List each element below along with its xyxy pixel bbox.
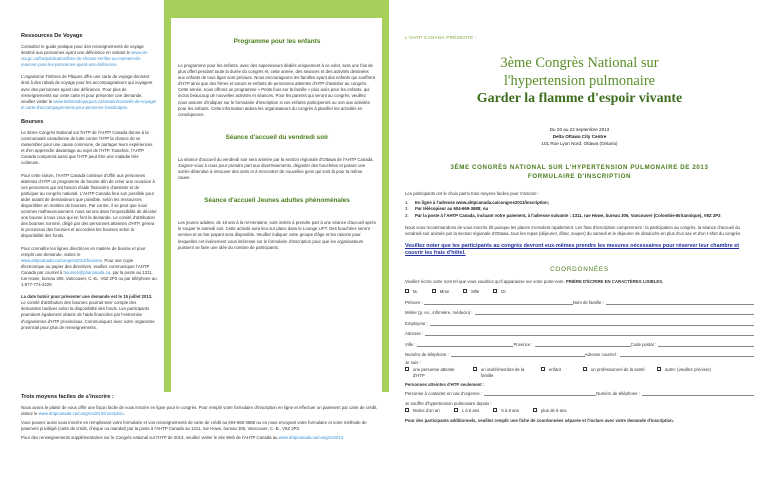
bourses-paragraph-1: Le 3ème Congrès National sur l'HTP de l'AHTP Canada donne à la communauté canadienne de lutte contre l'HTP la chance de se rassembler pour une cause commune, de partager leurs expériences et d'en apprendre davantage au sujet de l'HTP. Toutefois, l'AHTP Canada comprend aussi que l'HTP peut être une maladie très coûteuse. [21, 129, 153, 166]
employer-label: Employeur : [405, 320, 428, 326]
postal-code-label: Code postal : [630, 341, 656, 347]
type-patient-label: une personne atteinte d'HTP [412, 367, 455, 378]
congress-link[interactable]: www.ahtpcanada.ca/congres2013 [278, 435, 344, 441]
type-other-label: autre: (veuillez préciser) [665, 367, 711, 373]
hotel-warning: Veuillez noter que les participants au congrès devront eux-mêmes prendre les mesures nécessaires pour réserver leur chambre et couvrir les frais d'hôtel. [405, 242, 740, 256]
type-other[interactable] [657, 367, 711, 378]
emergency-heading: Personnes atteintes d'HTP seulement : [405, 382, 485, 388]
occupation-field[interactable] [475, 309, 754, 315]
contact-heading: COORDONNÉES [550, 265, 609, 273]
occupation-row [405, 305, 754, 316]
bourses-paragraph-4 [21, 294, 157, 331]
checkbox[interactable] [493, 289, 497, 293]
province-label: Province : [513, 341, 533, 347]
registration-form-column [389, 0, 768, 497]
contact-intro-text: Veuillez écrire votre nom tel que vous voudriez qu'il apparaisse sur votre porte-nom. [405, 278, 565, 284]
checkbox[interactable] [454, 408, 458, 412]
emergency-contact-field[interactable] [484, 390, 596, 396]
presenter-kicker: L'AHTP CANADA PRÉSENTE : [405, 35, 477, 40]
event-details [405, 126, 754, 147]
email-field[interactable] [620, 351, 754, 357]
youth-paragraph: Les jeunes adultes, de 19 ans à la mi-trentaine, sont invités à prendre part à une séance d'accueil après le souper le samedi soir. Cette activité aura lieu sur place dans le Lounge LIFT. Des bouchées seront servies et un bar payant sera disponible. Veuillez indiquer votre groupe d'âge et les raisons pour lesquelles cet événement vous intéresse sur le formulaire d'inscription pour que les organisateurs puissent se faire une idée du nombre de participants. [178, 220, 376, 250]
emergency-contact-label: Personne à contacter en cas d'urgence : [405, 391, 483, 397]
resources-heading: Ressources De Voyage [21, 33, 83, 39]
fees-note: Nous vous recommandons de vous inscrire tôt puisque les places s'envolent rapidement. Les frais d'inscription comprennent : la participation au congrès, la séance d'accueil du vendredi soir animée par la section régionale d'Ottawa, tous les repas (déjeuner, dîner, souper) du samedi et le déjeuner de dimanche en plus d'un sac et d'un t-shirt du congrès. [405, 224, 742, 236]
youth-heading: Séance d'accueil Jeunes adultes phénoménales [204, 197, 350, 205]
type-patient[interactable] [405, 367, 467, 378]
welcome-paragraph: La séance d'accueil du vendredi soir sera animée par la section régionale d'Ottawa de l'AHTP Canada. Joignez-vous à nous pour prendre part aux divertissements, déguster des bouchées et passer une soirée détendue à retrouver des amis et à rencontrer de nouvelles gens qui sont là pour la même cause. [178, 156, 374, 181]
type-child[interactable] [541, 367, 577, 378]
email-label: Adresse courriel : [584, 352, 619, 358]
checkbox[interactable] [493, 408, 497, 412]
duration-9-plus[interactable] [533, 408, 567, 413]
ph-since-label: Je souffre d'hypertension pulmonaire depuis : [405, 401, 492, 407]
salutation-m[interactable] [405, 289, 418, 294]
option-3: 3. Par la poste à l'AHTP Canada, incluant votre paiement, à l'adresse suivante : 1311, rue Howe, bureau 305, Vancouver (Colombie-Britannique), V6Z 2P3 [405, 212, 721, 218]
options-intro: Les participants ont le choix parmi trois moyens faciles pour s'inscrire : [405, 191, 540, 196]
phone-field[interactable] [451, 351, 585, 357]
event-dates: Du 20 au 22 septembre 2013 [549, 127, 610, 132]
easter-seals-link[interactable]: www.timbresdepaques.ca/ontario/conseils-de-voyage/ et carte-d'accompagnement-pour-personne-handicapee. [21, 98, 157, 110]
registration-methods [0, 392, 389, 497]
checkbox[interactable] [657, 367, 661, 371]
salutation-mme[interactable] [432, 289, 450, 294]
bourses-deadline: La date butoir pour présenter une demande est le 15 juillet 2013. [21, 294, 153, 300]
participant-type-row [405, 367, 754, 378]
first-name-field[interactable] [424, 299, 572, 305]
duration-less-1-label: Moins d'un an [413, 408, 440, 414]
city-label: Ville : [405, 341, 416, 347]
option-3-text: Par la poste à l'AHTP Canada, incluant votre paiement, à l'adresse suivante : 1311, rue Howe, bureau 305, Vancouver (Colombie-Britannique), V6Z 2P3 [415, 212, 721, 218]
duration-6-8-label: 6 à 8 ans [501, 408, 519, 414]
city-field[interactable] [417, 341, 513, 347]
congress-title-line-2: l'hypertension pulmonaire [503, 73, 656, 89]
duration-row [405, 408, 754, 413]
salutation-mlle[interactable] [463, 289, 479, 294]
salutation-m-label: M. [413, 288, 418, 294]
duration-1-5[interactable] [454, 408, 480, 413]
checkbox[interactable] [405, 289, 409, 293]
type-child-label: enfant [549, 367, 561, 373]
type-family-label: un invité/membre de la famille [480, 367, 525, 378]
checkbox[interactable] [432, 289, 436, 293]
province-field[interactable] [535, 341, 631, 347]
type-family[interactable] [473, 367, 535, 378]
form-heading-line-2: FORMULAIRE D'INSCRIPTION [527, 173, 632, 180]
emergency-row [405, 388, 754, 396]
congress-title-line-1: 3ème Congrès National sur [500, 55, 659, 71]
city-row [405, 336, 754, 347]
additional-participants-note: Pour des participants additionnels, veuillez remplir une fiche de coordonnées séparée et l'inclure avec votre demande d'inscription. [405, 417, 675, 423]
salutation-mme-label: Mme [439, 288, 450, 294]
duration-6-8[interactable] [493, 408, 519, 413]
contact-intro-caps: PRIÈRE D'ÉCRIRE EN CARACTÈRES LISIBLES. [565, 278, 664, 284]
resources-link[interactable]: www.otc-cta.gc.ca/fra/publication/liste-de-choses-verifier-au-moment-de-reserver-pour-les-personnes-ayant-une-deficience. [21, 50, 149, 68]
emergency-phone-field[interactable] [642, 390, 754, 396]
bourses-text-3c: , par la poste au 1311, rue Howe, bureau 305, Vancouver, C.-B., V6Z 2P3 ou par téléphone au 1-877-774-2226 [21, 269, 157, 288]
phone-label: Numéro de téléphone : [405, 352, 449, 358]
checkbox[interactable] [473, 367, 477, 371]
i-am-label: Je suis : [405, 360, 421, 366]
checkbox[interactable] [405, 408, 409, 412]
registration-text-1: Nous avons le plaisir de vous offrir une façon facile de vous inscrire en ligne pour le congrès. Pour remplir votre formulaire d'inscription en ligne et effectuer un paiement par carte de crédit, visitez le [21, 405, 378, 417]
registration-paragraph-1 [21, 405, 379, 417]
registration-paragraph-2: Vous pouvez aussi vous inscrire en remplissant votre formulaire et vos renseignements de carte de crédit au 604-669-3688 ou en nous envoyant votre formulaire et votre méthode de paiement privilégié (carte de crédit, chèque ou mandat) par la poste à l'AHTP Canada au 1311, rue Howe, bureau 305, Vancouver, C.-B., V6Z 2P3. [21, 420, 367, 432]
option-1: 1. En ligne à l'adresse www.ahtpcanada.ca/congres2013/inscription; [405, 200, 550, 206]
option-2: 2. Par télécopieur au 604-669-3688; ou [405, 206, 489, 212]
employer-field[interactable] [430, 320, 754, 326]
form-heading-line-1: 3ÈME CONGRÈS NATIONAL SUR L'HYPERTENSION PULMONAIRE DE 2013 [450, 164, 709, 171]
welcome-heading: Séance d'accueil du vendredi soir [225, 133, 329, 141]
emergency-phone-label: Numéro de téléphone : [596, 391, 640, 397]
kids-paragraph: Le programme pour les enfants, avec des superviseurs dédiés uniquement à ce volet, sera une fois de plus offert pendant toute la durée du congrès et, cette année, des séances et des activités destinées aux enfants de tous âges sont prévues. Nous encourageons les familles ayant des enfants qui souffrent d'HTP ainsi que des frères et sœurs et enfants de personnes atteintes d'HTP d'assister au congrès. Cette année, nous offrons un programme « Petits fous sur la famille » plus axés pour les enfants, qui inclus beaucoup de nouvelles activités et séances. Pour les parents qui seront au congrès, veuillez nous assurer d'indiquer sur le formulaire d'inscription si vos enfants participeront ou non aux activités pour les enfants. Cette information aidera les organisateurs du congrès à planifier les activités en conséquence. [178, 63, 375, 117]
middle-panel [171, 18, 382, 408]
resources-paragraph [21, 44, 157, 68]
option-2-text: Par télécopieur au 604-669-3688; ou [415, 206, 489, 212]
form-heading [405, 163, 754, 181]
event-address: 101 Rue Lyon Nord, Ottawa (Ontario) [541, 141, 618, 146]
checkbox[interactable] [583, 367, 587, 371]
checkbox[interactable] [533, 408, 537, 412]
last-name-field[interactable] [606, 299, 754, 305]
address-row [405, 326, 754, 337]
registration-text-3: Pour des renseignements supplémentaires sur le Congrès national sur l'HTP de 2013, veuillez visiter le site Web de l'AHTP Canada au [21, 435, 278, 441]
type-professional-label: un professionnel de la santé [591, 367, 645, 373]
registration-paragraph-3 [21, 435, 379, 441]
occupation-label: Métier (p. ex., infirmière, médecin) : [405, 310, 473, 316]
phone-row [405, 347, 754, 358]
easter-seals-paragraph [21, 74, 157, 111]
type-professional[interactable] [583, 367, 651, 378]
name-row [405, 294, 754, 305]
duration-9-plus-label: plus de 9 ans [541, 408, 567, 414]
contact-intro [405, 279, 754, 285]
registration-link[interactable]: www.ahtpcanada.ca/congres2013/inscription. [38, 411, 125, 417]
bourses-link[interactable]: www.ahtpcanada.ca/congres2013/bourses [21, 257, 102, 263]
bourses-paragraph-2: Pour cette raison, l'AHTP Canada continue d'offrir aux personnes atteintes d'HTP un programme de bourse afin de créer une occasion à ces personnes qui ont besoin d'aide financière d'assister et de participer au congrès national. L'AHTP Canada fera son possible pour aider autant de demandeurs que possible, selon les ressources disponibles en matière de bourses. Par contre, il se peut que nous sommes malheureusement, nous serons dans l'impossibilité de déceler une bourse à tous ceux qui en font la demande. Le comité d'attribution des bourses nommé, dirigé par des personnes atteintes d'HTP, gèrera le processus des bourses et accordera les bourses selon la disponibilité des fonds. [21, 172, 157, 239]
registration-heading: Trois moyens faciles de s'inscrire : [21, 394, 114, 400]
resources-text: Consultez le guide pratique pour des renseignements de voyage destiné aux personnes ayant une déficience en visitant le [21, 44, 144, 56]
salutation-dr[interactable] [493, 289, 507, 294]
checkbox[interactable] [541, 367, 545, 371]
checkbox[interactable] [405, 367, 409, 371]
option-1-text: En ligne à l'adresse www.ahtpcanada.ca/congres2013/inscription; [415, 200, 550, 206]
event-venue: Delta Ottawa City Centre [552, 134, 607, 139]
bourses-text-3: Pour connaître les lignes directrices en matière de bourse et pour remplir une demande, visitez le [21, 245, 146, 257]
duration-less-1[interactable] [405, 408, 440, 413]
bourses-email-link[interactable]: bourses@phacanada.ca [63, 269, 111, 275]
bourses-text-4: Le comité d'attribution des bourses pourrait tenir compte des demandes tardives selon la disponibilité des fonds. Les participants pourraient également obtenir de l'aide financière par l'entremise d'organismes d'HTP provinciaux. Communiquez avec votre organisme provincial pour plus de renseignements. [21, 300, 155, 330]
bourses-text-3b: . Pour une copie électronique ou papier des directives, veuillez communiquer l'AHTP Canada par courriel à [21, 257, 150, 275]
bourses-heading: Bourses [21, 118, 44, 125]
bourses-paragraph-3 [21, 246, 157, 289]
kids-heading: Programme pour les enfants [233, 38, 321, 45]
easter-seals-text: L'organisme Timbres de Pâques offre une carte de voyage donnant droit à des rabais de voyage pour les accompagnateurs qui voyagent avec des personnes ayant une déficience. Pour plus de renseignements sur cette carte et pour présenter une demande, veuillez visiter le [21, 74, 153, 104]
salutation-mlle-label: Mlle [471, 288, 480, 294]
address-field[interactable] [425, 330, 754, 336]
postal-code-field[interactable] [658, 341, 754, 347]
salutation-dr-label: Dr. [501, 288, 507, 294]
checkbox[interactable] [463, 289, 467, 293]
duration-1-5-label: 1 à 5 ans [461, 408, 480, 414]
address-label: Adresse : [405, 331, 424, 337]
congress-tagline: Garder la flamme d'espoir vivante [476, 91, 683, 106]
last-name-label: Nom de famille : [572, 299, 604, 305]
first-name-label: Prénom : [405, 299, 423, 305]
employer-row [405, 315, 754, 326]
